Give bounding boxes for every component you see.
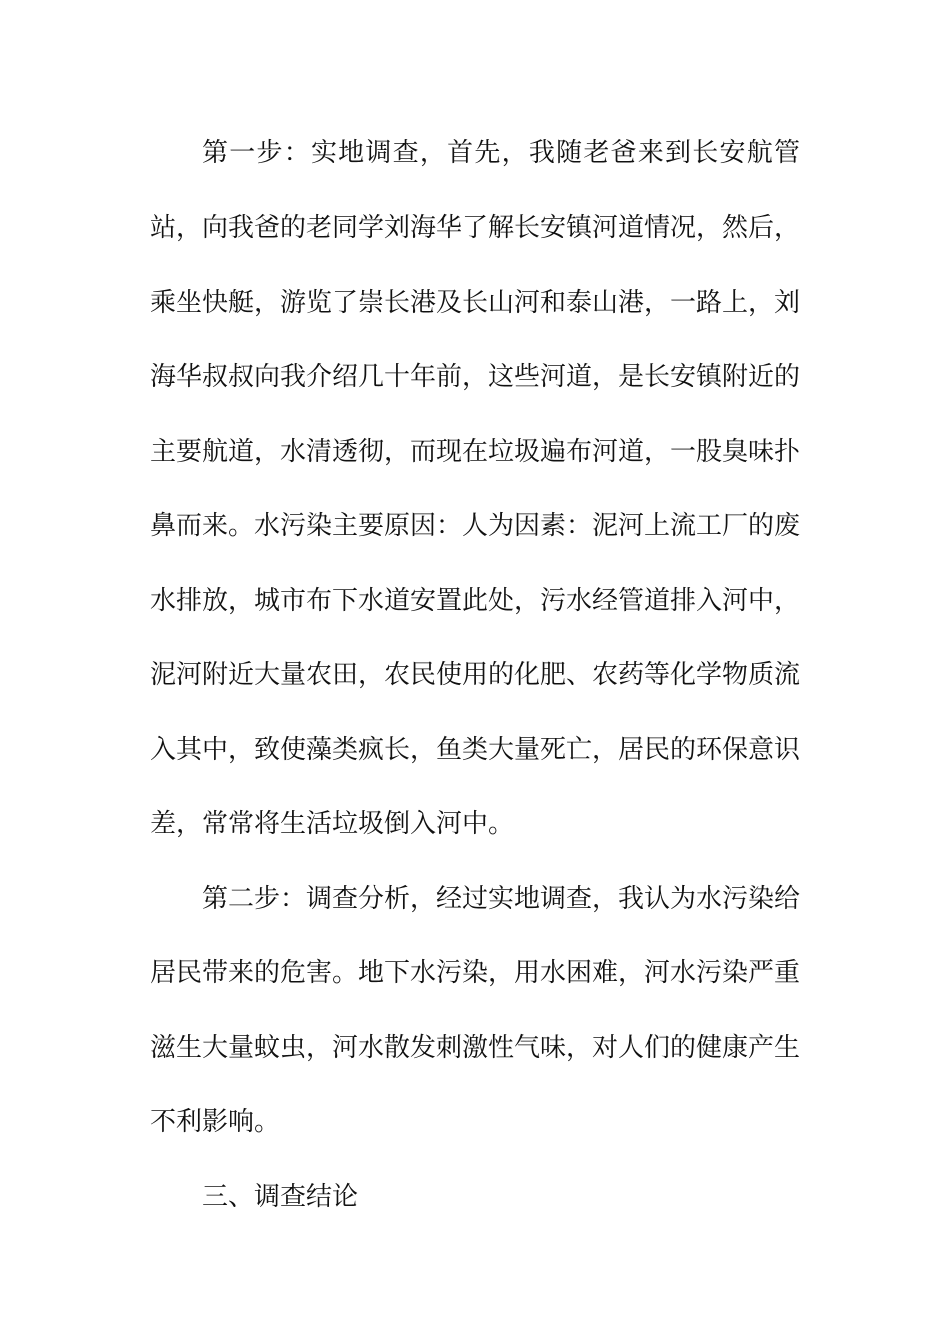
paragraph-1-line-8: 泥河附近大量农田，农民使用的化肥、农药等化学物质流: [150, 660, 801, 690]
section-heading: 三、调查结论: [202, 1182, 359, 1212]
paragraph-2-line-1: 第二步：调查分析，经过实地调查，我认为水污染给: [202, 884, 801, 914]
paragraph-1-line-6: 鼻而来。水污染主要原因：人为因素：泥河上流工厂的废: [150, 511, 801, 541]
paragraph-1-line-10: 差，常常将生活垃圾倒入河中。: [150, 809, 515, 839]
paragraph-2-line-2: 居民带来的危害。地下水污染，用水困难，河水污染严重: [150, 958, 801, 988]
paragraph-1-line-2: 站，向我爸的老同学刘海华了解长安镇河道情况，然后，: [150, 213, 801, 243]
paragraph-1-line-1: 第一步：实地调查，首先，我随老爸来到长安航管: [202, 138, 800, 168]
paragraph-1-line-7: 水排放，城市布下水道安置此处，污水经管道排入河中，: [150, 586, 801, 616]
paragraph-1-line-5: 主要航道，水清透彻，而现在垃圾遍布河道，一股臭味扑: [150, 437, 801, 467]
paragraph-1-line-3: 乘坐快艇，游览了崇长港及长山河和泰山港，一路上，刘: [150, 288, 801, 318]
paragraph-2-line-3: 滋生大量蚊虫，河水散发刺激性气味，对人们的健康产生: [150, 1033, 801, 1063]
paragraph-1-line-9: 入其中，致使藻类疯长，鱼类大量死亡，居民的环保意识: [150, 735, 801, 765]
paragraph-2-line-4: 不利影响。: [150, 1107, 281, 1137]
paragraph-1-line-4: 海华叔叔向我介绍几十年前，这些河道，是长安镇附近的: [150, 362, 801, 392]
